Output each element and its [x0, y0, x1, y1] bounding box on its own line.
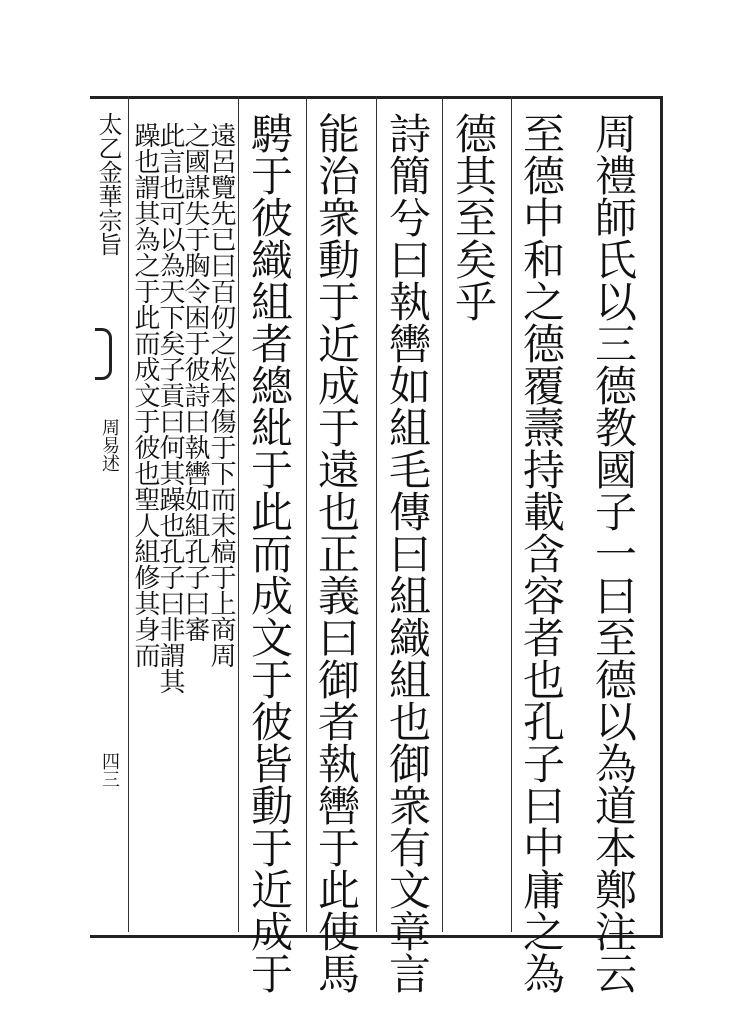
column-rule	[238, 96, 239, 932]
annotation-column-1: 遠呂覽先已曰百仞之松本傷于下而末槁于上商周	[206, 122, 236, 668]
text-column-3: 德其至矣乎	[449, 112, 498, 322]
column-rule	[442, 96, 443, 932]
text-column-1: 周禮師氏以三德教國子一曰至德以為道本鄭注云	[589, 112, 638, 994]
column-rule	[511, 96, 512, 932]
text-column-2: 至德中和之德覆燾持載含容者也孔子曰中庸之為	[517, 112, 566, 994]
margin-title: 太乙金華宗旨	[94, 112, 122, 256]
page-number: 四三	[99, 752, 120, 788]
column-rule	[128, 96, 129, 932]
fish-tail-mark	[95, 328, 112, 380]
margin-chapter: 周易述	[99, 418, 120, 472]
text-column-6: 騁于彼織組者總紕于此而成文于彼皆動于近成于	[245, 112, 294, 994]
column-rule	[306, 96, 307, 932]
text-column-5: 能治衆動于近成于遠也正義曰御者執轡于此使馬	[312, 112, 361, 994]
column-rule	[376, 96, 377, 932]
annotation-column-4: 躁也謂其為之于此而成文于彼也聖人組修其身而	[130, 122, 160, 668]
text-column-4: 詩簡兮曰執轡如組毛傳曰組織組也御衆有文章言	[383, 112, 432, 994]
annotation-column-2: 之國謀失于胸令困于彼詩曰執轡如組孔子曰審	[180, 122, 210, 642]
annotation-column-3: 此言也可以為天下矣子貢曰何其躁也孔子曰非謂其	[155, 122, 185, 694]
